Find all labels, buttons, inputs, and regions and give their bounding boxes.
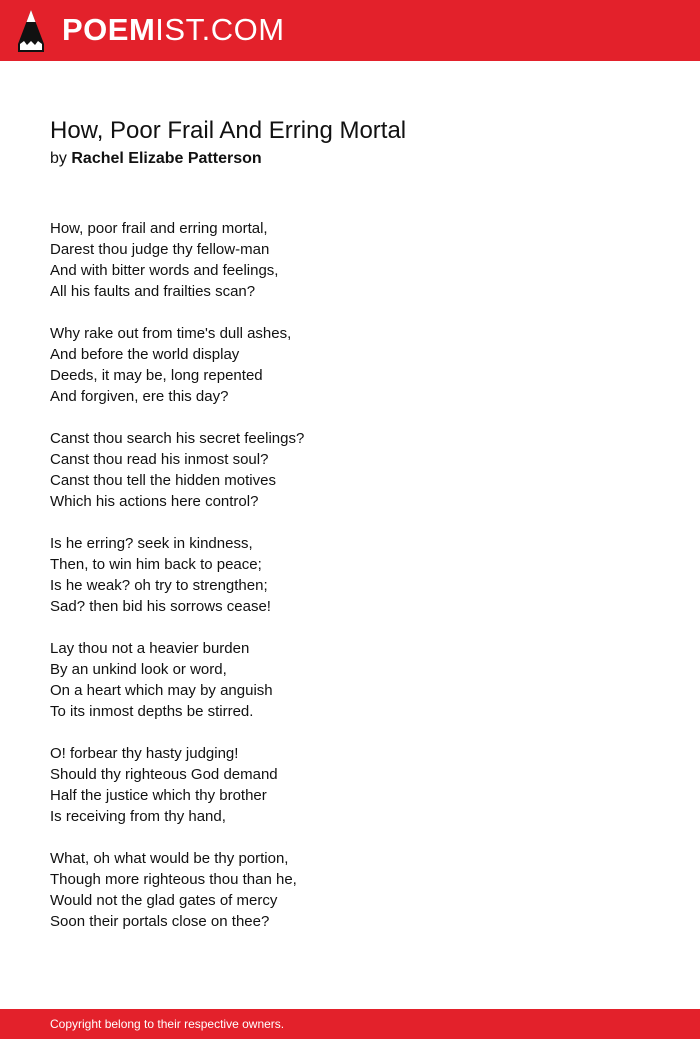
site-logo[interactable] bbox=[62, 12, 285, 48]
poem-line: Soon their portals close on thee? bbox=[50, 913, 270, 930]
poem-line: Then, to win him back to peace; bbox=[50, 556, 262, 573]
poem-line: Should thy righteous God demand bbox=[50, 766, 278, 783]
site-footer bbox=[0, 1009, 700, 1039]
site-header bbox=[0, 0, 700, 61]
poem-line: Is receiving from thy hand, bbox=[50, 808, 226, 825]
stanza bbox=[50, 323, 650, 407]
logo-light-text: IST.COM bbox=[155, 12, 285, 47]
poem-line: Though more righteous thou than he, bbox=[50, 871, 297, 888]
poem-line: Lay thou not a heavier burden bbox=[50, 640, 250, 657]
poem-line: And forgiven, ere this day? bbox=[50, 388, 229, 405]
stanza bbox=[50, 638, 650, 722]
poem-body bbox=[50, 218, 650, 953]
poem-line: O! forbear thy hasty judging! bbox=[50, 745, 239, 762]
byline bbox=[50, 148, 262, 170]
by-label: by bbox=[50, 150, 67, 167]
poem-line: How, poor frail and erring mortal, bbox=[50, 220, 268, 237]
poem-line: What, oh what would be thy portion, bbox=[50, 850, 289, 867]
author-name: Rachel Elizabe Patterson bbox=[71, 150, 262, 167]
stanza bbox=[50, 848, 650, 932]
poem-line: Half the justice which thy brother bbox=[50, 787, 267, 804]
poem-line: Sad? then bid his sorrows cease! bbox=[50, 598, 271, 615]
stanza bbox=[50, 743, 650, 827]
poem-title: How, Poor Frail And Erring Mortal bbox=[50, 117, 407, 144]
poem-line: Is he weak? oh try to strengthen; bbox=[50, 577, 268, 594]
poem-line: Deeds, it may be, long repented bbox=[50, 367, 263, 384]
poem-line: To its inmost depths be stirred. bbox=[50, 703, 254, 720]
poem-line: Is he erring? seek in kindness, bbox=[50, 535, 253, 552]
poem-line: Which his actions here control? bbox=[50, 493, 259, 510]
poem-line: And before the world display bbox=[50, 346, 240, 363]
poem-line: Canst thou search his secret feelings? bbox=[50, 430, 305, 447]
poem-line: Canst thou tell the hidden motives bbox=[50, 472, 276, 489]
stanza bbox=[50, 533, 650, 617]
logo-bold-text: POEM bbox=[62, 12, 156, 47]
poem-line: Darest thou judge thy fellow-man bbox=[50, 241, 270, 258]
stanza bbox=[50, 218, 650, 302]
poem-line: On a heart which may by anguish bbox=[50, 682, 273, 699]
pencil-icon[interactable] bbox=[18, 10, 44, 52]
poem-line: And with bitter words and feelings, bbox=[50, 262, 279, 279]
copyright-text: Copyright belong to their respective owners. bbox=[50, 1017, 285, 1031]
poem-line: By an unkind look or word, bbox=[50, 661, 227, 678]
poem-line: Canst thou read his inmost soul? bbox=[50, 451, 269, 468]
poem-line: Why rake out from time's dull ashes, bbox=[50, 325, 292, 342]
poem-line: Would not the glad gates of mercy bbox=[50, 892, 278, 909]
poem-line: All his faults and frailties scan? bbox=[50, 283, 256, 300]
stanza bbox=[50, 428, 650, 512]
